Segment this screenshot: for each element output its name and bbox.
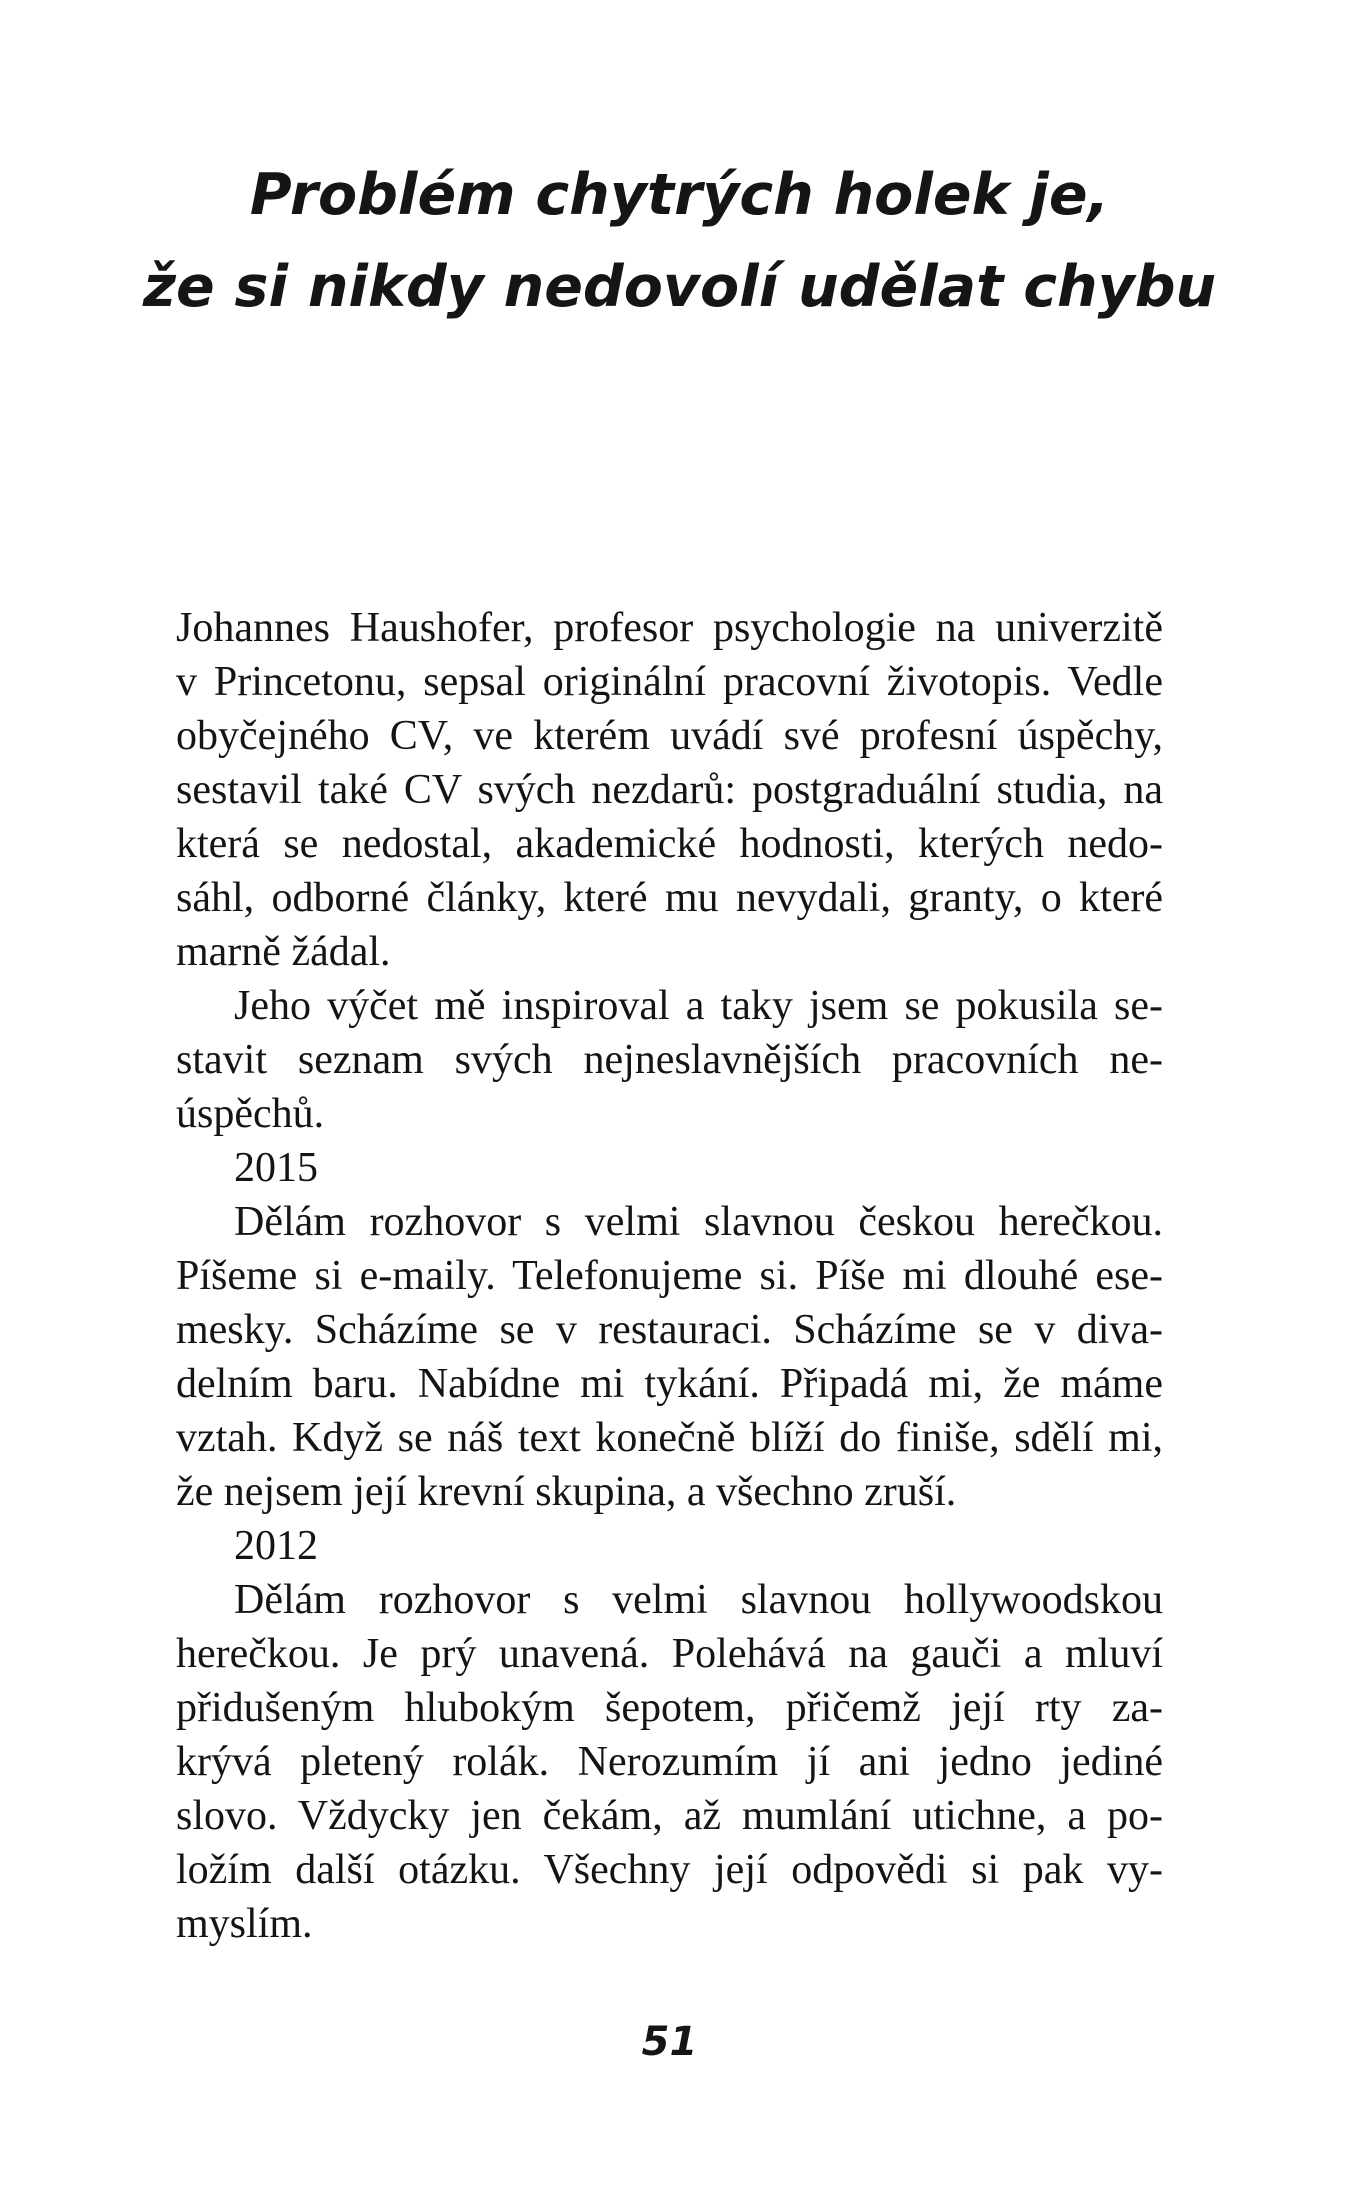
text-line: která se nedostal, akademické hodnosti, kterých nedo- (176, 821, 1163, 867)
text-line-year: 2015 (234, 1145, 318, 1191)
text-line: úspěchů. (176, 1091, 325, 1137)
text-line: Dělám rozhovor s velmi slavnou českou herečkou. (234, 1199, 1163, 1245)
chapter-title-line-2: že si nikdy nedovolí udělat chybu (142, 254, 1217, 320)
text-line: Jeho výčet mě inspiroval a taky jsem se pokusila se- (234, 983, 1163, 1029)
text-line: přidušeným hlubokým šepotem, přičemž její rty za- (176, 1685, 1163, 1731)
page-number: 51 (641, 2019, 698, 2065)
text-line: Píšeme si e-maily. Telefonujeme si. Píše mi dlouhé ese- (176, 1253, 1163, 1299)
text-line: obyčejného CV, ve kterém uvádí své profesní úspěchy, (176, 713, 1163, 759)
text-line: sestavil také CV svých nezdarů: postgraduální studia, na (176, 767, 1163, 813)
text-line: v Princetonu, sepsal originální pracovní životopis. Vedle (176, 659, 1163, 705)
text-line: mesky. Scházíme se v restauraci. Scházíme se v diva- (176, 1307, 1163, 1353)
text-line: Dělám rozhovor s velmi slavnou hollywoodskou (234, 1577, 1163, 1623)
text-line: herečkou. Je prý unavená. Polehává na gauči a mluví (176, 1631, 1163, 1677)
body-text (176, 601, 1163, 1951)
text-line: myslím. (176, 1901, 313, 1947)
chapter-title (100, 149, 1259, 333)
text-line: stavit seznam svých nejneslavnějších pracovních ne- (176, 1037, 1163, 1083)
text-line: krývá pletený rolák. Nerozumím jí ani jedno jediné (176, 1739, 1163, 1785)
text-line: že nejsem její krevní skupina, a všechno zruší. (176, 1469, 957, 1515)
text-line: sáhl, odborné články, které mu nevydali, granty, o které (176, 875, 1163, 921)
chapter-title-line-1: Problém chytrých holek je, (249, 162, 1110, 228)
text-line: marně žádal. (176, 929, 391, 975)
text-line: vztah. Když se náš text konečně blíží do finiše, sdělí mi, (176, 1415, 1163, 1461)
text-line: delním baru. Nabídne mi tykání. Připadá mi, že máme (176, 1361, 1163, 1407)
text-line: ložím další otázku. Všechny její odpovědi si pak vy- (176, 1847, 1163, 1893)
text-line-year: 2012 (234, 1523, 318, 1569)
text-line: slovo. Vždycky jen čekám, až mumlání utichne, a po- (176, 1793, 1163, 1839)
text-line: Johannes Haushofer, profesor psychologie na univerzitě (176, 605, 1163, 651)
